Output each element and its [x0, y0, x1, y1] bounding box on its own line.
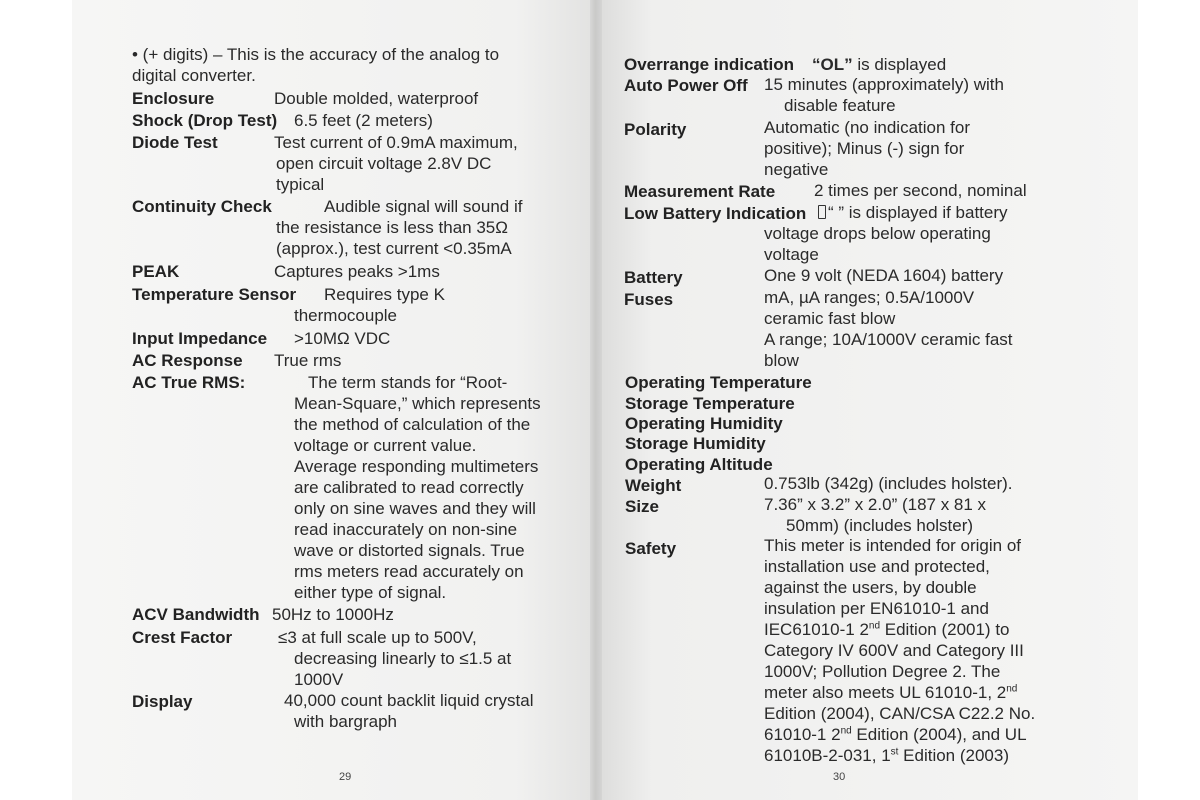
spec-label-safety: Safety: [625, 539, 677, 558]
spec-value-overrange: [812, 54, 946, 75]
rms-line-11: either type of signal.: [294, 583, 447, 602]
spec-label-ac-true-rms: AC True RMS:: [132, 373, 246, 392]
spec-label-storage-temperature: Storage Temperature: [625, 394, 795, 413]
spec-label-measurement-rate: Measurement Rate: [624, 182, 776, 201]
safety-line-9: Edition (2004), CAN/CSA C22.2 No.: [764, 704, 1036, 723]
rms-line-7: only on sine waves and they will: [294, 499, 536, 518]
spec-value-apo-1: 15 minutes (approximately) with: [764, 75, 1004, 94]
overrange-rest: is displayed: [852, 55, 947, 74]
rms-line-8: read inaccurately on non-sine: [294, 520, 518, 539]
spec-label-low-battery: Low Battery Indication: [624, 204, 807, 223]
spec-value-fuses-3: A range; 10A/1000V ceramic fast: [764, 330, 1013, 349]
spec-label-diode-test: Diode Test: [132, 133, 218, 152]
spec-value-enclosure: Double molded, waterproof: [274, 89, 479, 108]
spec-label-acv-bandwidth: ACV Bandwidth: [132, 605, 260, 624]
rms-line-6: are calibrated to read correctly: [294, 478, 524, 497]
safety-line-2: installation use and protected,: [764, 557, 990, 576]
spec-label-shock: Shock (Drop Test): [132, 111, 278, 130]
spec-value-continuity-1: Audible signal will sound if: [324, 197, 523, 216]
spec-value-crest-3: 1000V: [294, 670, 344, 689]
spec-value-weight: 0.753lb (342g) (includes holster).: [764, 474, 1013, 493]
spec-value-low-battery-1: [816, 202, 1008, 223]
spec-label-continuity: Continuity Check: [132, 197, 272, 216]
spec-value-polarity-1: Automatic (no indication for: [764, 118, 970, 137]
spec-label-temp-sensor: Temperature Sensor: [132, 285, 297, 304]
safety-line-1: This meter is intended for origin of: [764, 536, 1022, 555]
spec-label-operating-humidity: Operating Humidity: [625, 414, 783, 433]
safety-line-4: insulation per EN61010-1 and: [764, 599, 989, 618]
spec-value-size-1: 7.36” x 3.2” x 2.0” (187 x 81 x: [764, 495, 987, 514]
spec-label-overrange: Overrange indication: [624, 55, 795, 74]
spec-value-continuity-2: the resistance is less than 35Ω: [276, 218, 508, 237]
spec-label-auto-power-off: Auto Power Off: [624, 76, 748, 95]
spec-label-crest-factor: Crest Factor: [132, 628, 233, 647]
spec-label-operating-temperature: Operating Temperature: [625, 373, 812, 392]
safety-line-8: meter also meets UL 61010-1, 2nd: [764, 683, 1018, 702]
spec-value-crest-2: decreasing linearly to ≤1.5 at: [294, 649, 512, 668]
safety-line-3: against the users, by double: [764, 578, 977, 597]
rms-line-5: Average responding multimeters: [294, 457, 539, 476]
low-battery-text: “ ” is displayed if battery: [828, 203, 1008, 222]
spec-value-fuses-1: mA, µA ranges; 0.5A/1000V: [764, 288, 975, 307]
spec-label-input-impedance: Input Impedance: [132, 329, 268, 348]
spec-label-ac-response: AC Response: [132, 351, 243, 370]
spec-label-display: Display: [132, 692, 193, 711]
page-number-left: 29: [339, 771, 352, 783]
spec-value-fuses-4: blow: [764, 351, 799, 370]
spec-value-diode-2: open circuit voltage 2.8V DC: [276, 154, 492, 173]
page-number-right: 30: [833, 771, 846, 783]
overrange-ol: “OL”: [812, 55, 853, 74]
rms-line-9: wave or distorted signals. True: [294, 541, 525, 560]
spec-label-storage-humidity: Storage Humidity: [625, 434, 766, 453]
spec-label-battery: Battery: [624, 268, 683, 287]
spec-value-input-impedance: >10MΩ VDC: [294, 329, 391, 348]
spec-value-crest-1: ≤3 at full scale up to 500V,: [278, 628, 477, 647]
rms-line-4: voltage or current value.: [294, 436, 477, 455]
spec-value-temp-sensor-1: Requires type K: [324, 285, 445, 304]
spec-label-size: Size: [625, 497, 660, 516]
spec-value-peak: Captures peaks >1ms: [274, 262, 440, 281]
spec-value-display-1: 40,000 count backlit liquid crystal: [284, 691, 534, 710]
safety-line-7: 1000V; Pollution Degree 2. The: [764, 662, 1001, 681]
spec-value-display-2: with bargraph: [294, 712, 398, 731]
spec-value-diode-3: typical: [276, 175, 325, 194]
safety-line-5: IEC61010-1 2nd Edition (2001) to: [764, 620, 1010, 639]
spec-value-apo-2: disable feature: [784, 96, 896, 115]
rms-line-2: Mean-Square,” which represents: [294, 394, 541, 413]
spec-label-fuses: Fuses: [624, 290, 674, 309]
battery-icon: [818, 205, 826, 219]
spec-value-diode-1: Test current of 0.9mA maximum,: [274, 133, 518, 152]
spec-label-enclosure: Enclosure: [132, 89, 215, 108]
spec-value-continuity-3: (approx.), test current <0.35mA: [276, 239, 512, 258]
intro-line-1: • (+ digits) – This is the accuracy of the analog to: [132, 45, 500, 64]
spec-value-polarity-2: positive); Minus (-) sign for: [764, 139, 965, 158]
rms-line-1: The term stands for “Root-: [308, 373, 508, 392]
spec-value-polarity-3: negative: [764, 160, 829, 179]
spec-label-polarity: Polarity: [624, 120, 687, 139]
intro-line-2: digital converter.: [132, 66, 256, 85]
spec-label-operating-altitude: Operating Altitude: [625, 455, 773, 474]
spec-value-ac-response: True rms: [274, 351, 342, 370]
rms-line-10: rms meters read accurately on: [294, 562, 524, 581]
spec-value-shock: 6.5 feet (2 meters): [294, 111, 433, 130]
safety-line-6: Category IV 600V and Category III: [764, 641, 1024, 660]
spec-value-acv-bandwidth: 50Hz to 1000Hz: [272, 605, 394, 624]
spec-label-weight: Weight: [625, 476, 682, 495]
spec-value-measurement-rate: 2 times per second, nominal: [814, 181, 1027, 200]
book-gutter: [590, 0, 602, 800]
spec-value-low-battery-2: voltage drops below operating: [764, 224, 991, 243]
spec-value-battery: One 9 volt (NEDA 1604) battery: [764, 266, 1004, 285]
rms-line-3: the method of calculation of the: [294, 415, 531, 434]
spec-label-peak: PEAK: [132, 262, 180, 281]
safety-line-11: 61010B-2-031, 1st Edition (2003): [764, 746, 1010, 765]
safety-line-10: 61010-1 2nd Edition (2004), and UL: [764, 725, 1027, 744]
spec-value-size-2: 50mm) (includes holster): [786, 516, 974, 535]
spec-value-fuses-2: ceramic fast blow: [764, 309, 896, 328]
spec-value-temp-sensor-2: thermocouple: [294, 306, 398, 325]
spec-value-low-battery-3: voltage: [764, 245, 819, 264]
